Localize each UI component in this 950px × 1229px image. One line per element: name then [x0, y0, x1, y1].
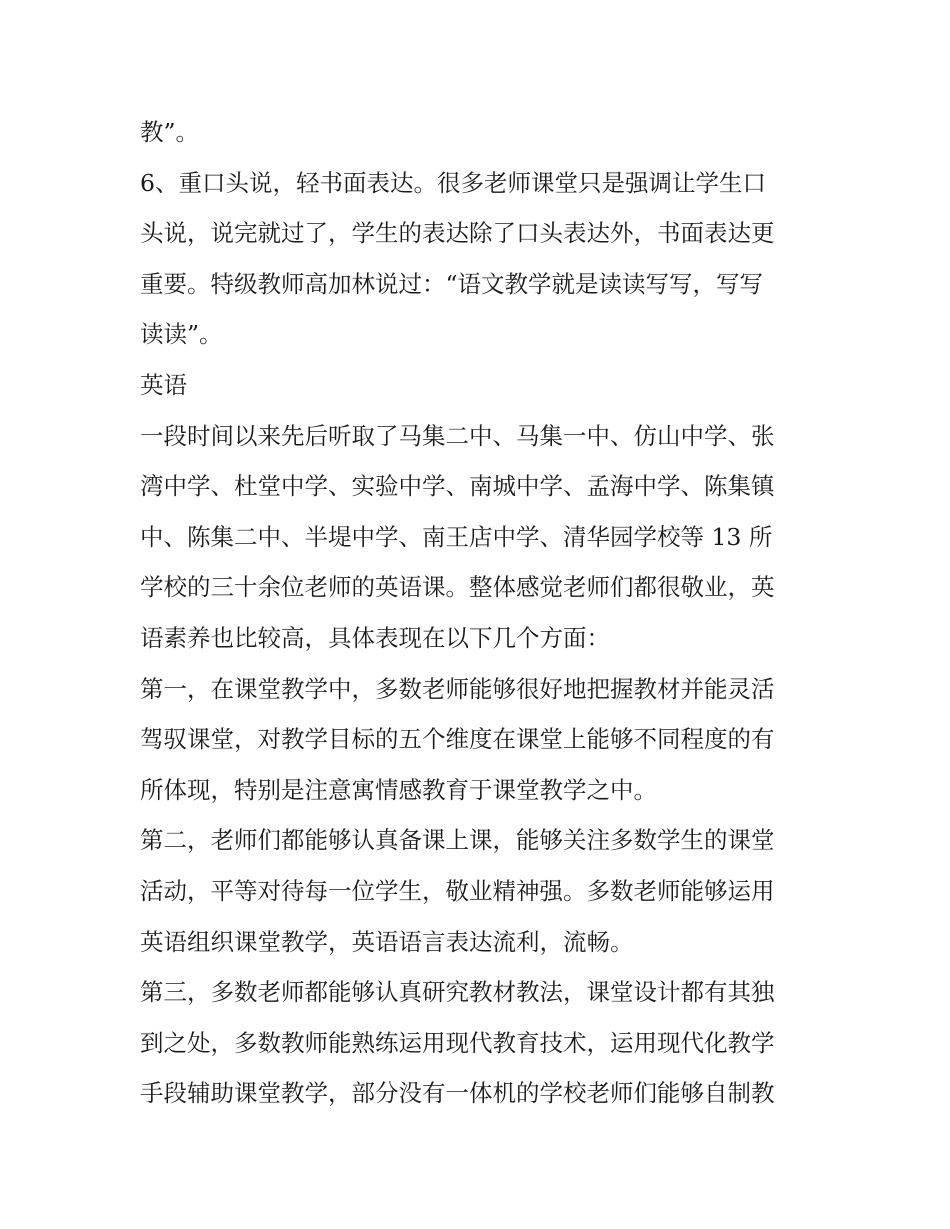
- text-line: 所体现，特别是注意寓情感教育于课堂教学之中。: [140, 775, 657, 804]
- text-line: 驾驭课堂，对教学目标的五个维度在课堂上能够不同程度的有: [140, 725, 775, 754]
- text-line: 手段辅助课堂教学，部分没有一体机的学校老师们能够自制教: [140, 1079, 775, 1108]
- text-line: 活动，平等对待每一位学生，敬业精神强。多数老师能够运用: [140, 876, 775, 905]
- text-line: 湾中学、杜堂中学、实验中学、南城中学、孟海中学、陈集镇: [140, 472, 775, 501]
- text-line: 英语组织课堂教学，英语语言表达流利，流畅。: [140, 927, 634, 956]
- text-line: 重要。特级教师高加林说过：“语文教学就是读读写写，写写: [140, 269, 764, 298]
- text-line: 第三，多数老师都能够认真研究教材教法，课堂设计都有其独: [140, 978, 775, 1007]
- text-line: 中、陈集二中、半堤中学、南王店中学、清华园学校等 13 所: [140, 522, 773, 551]
- text-line: 教”。: [140, 118, 200, 146]
- text-line: 头说，说完就过了，学生的表达除了口头表达外，书面表达更: [140, 219, 775, 248]
- text-line: 学校的三十余位老师的英语课。整体感觉老师们都很敬业，英: [140, 573, 775, 602]
- text-line: 第一，在课堂教学中，多数老师能够很好地把握教材并能灵活: [140, 674, 775, 703]
- section-heading: 英语: [140, 370, 187, 399]
- text-line: 语素养也比较高，具体表现在以下几个方面：: [140, 623, 610, 652]
- document-body: [140, 107, 820, 1119]
- text-line: 第二，老师们都能够认真备课上课，能够关注多数学生的课堂: [140, 826, 775, 855]
- text-line: 读读”。: [140, 320, 223, 349]
- text-line: 到之处，多数教师能熟练运用现代教育技术，运用现代化教学: [140, 1028, 775, 1057]
- text-line: 6、重口头说，轻书面表达。很多老师课堂只是强调让学生口: [140, 168, 766, 197]
- text-line: 一段时间以来先后听取了马集二中、马集一中、仿山中学、张: [140, 421, 775, 450]
